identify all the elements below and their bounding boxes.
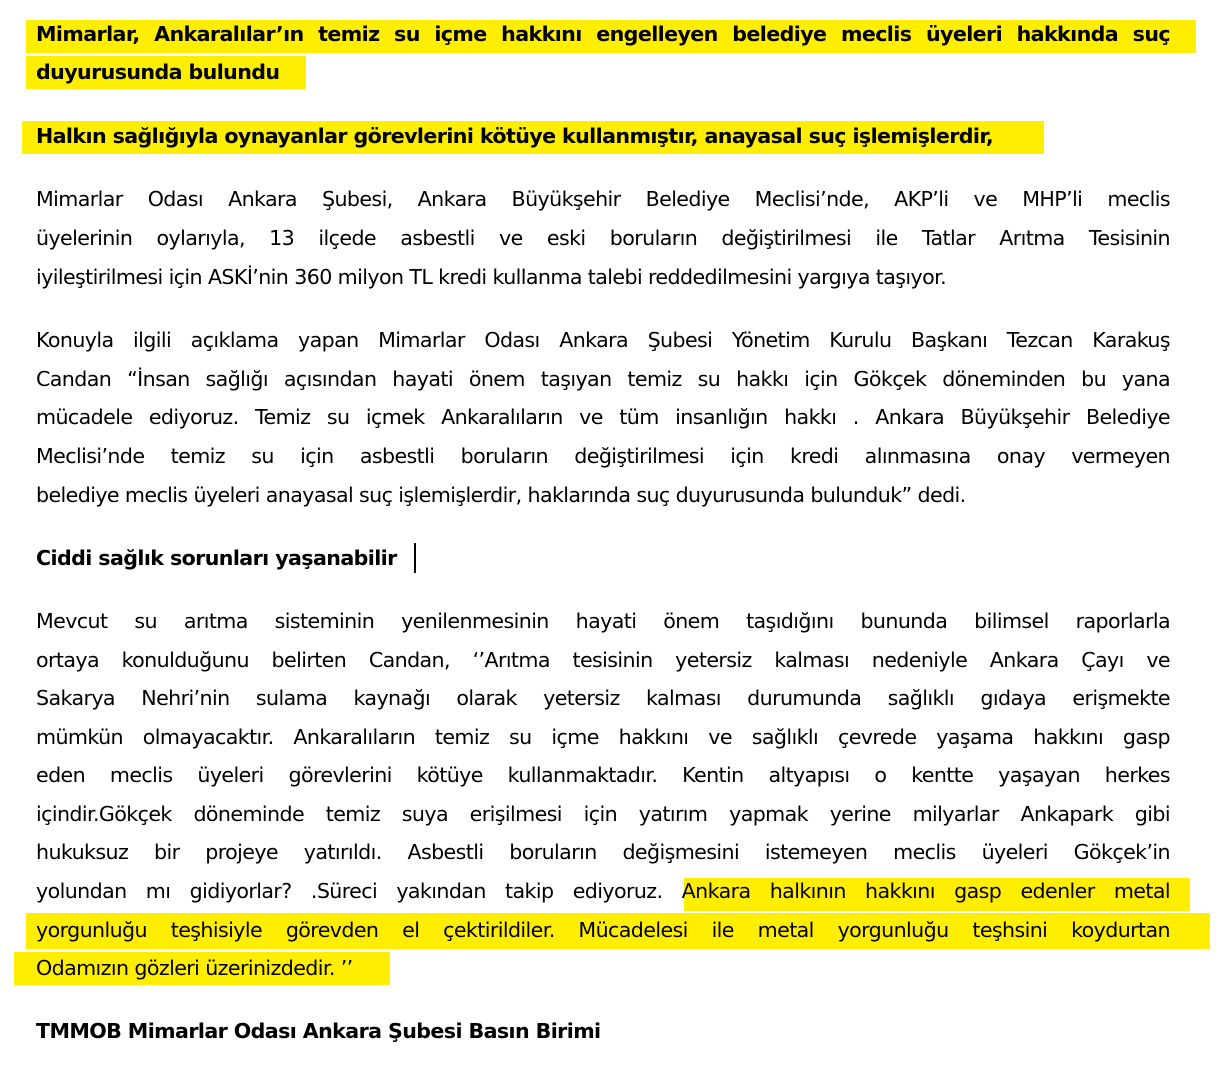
paragraph1-line-2: üyelerinin oylarıyla, 13 ilçede asbestli ve eski boruların değiştirilmesi ile Tatlar Arıtma Tesisinin [36, 226, 1170, 250]
paragraph1-line-1: Mimarlar Odası Ankara Şubesi, Ankara Büyükşehir Belediye Meclisi’nde, AKP’li ve MHP’li meclis [36, 187, 1170, 211]
paragraph2-line-5: belediye meclis üyeleri anayasal suç işlemişlerdir, haklarında suç duyurusunda bulunduk” dedi. [36, 483, 966, 507]
paragraph2-line-3: mücadele ediyoruz. Temiz su içmek Ankaralıların ve tüm insanlığın hakkı . Ankara Büyükşehir Belediye [36, 405, 1170, 429]
paragraph2-line-4: Meclisi’nde temiz su için asbestli boruların değiştirilmesi için kredi alınmasına onay vermeyen [36, 444, 1170, 468]
paragraph3-line-1: Mevcut su arıtma sisteminin yenilenmesinin hayati önem taşıdığını bununda bilimsel raporlarla [36, 609, 1170, 633]
signature: TMMOB Mimarlar Odası Ankara Şubesi Basın Birimi [36, 1019, 601, 1043]
paragraph2-line-2: Candan “İnsan sağlığı açısından hayati önem taşıyan temiz su hakkı için Gökçek döneminden bu yana [36, 367, 1170, 391]
text-cursor [414, 543, 416, 573]
paragraph1-line-3: iyileştirilmesi için ASKİ’nin 360 milyon TL kredi kullanma talebi reddedilmesini yargıya taşıyor. [36, 265, 947, 289]
paragraph3-line-8: yolundan mı gidiyorlar? .Süreci yakından takip ediyoruz. Ankara halkının hakkını gasp edenler metal [36, 879, 1170, 903]
headline-line-2: duyurusunda bulundu [36, 60, 280, 84]
paragraph3-line-7: hukuksuz bir projeye yatırıldı. Asbestli boruların değişmesini istemeyen meclis üyeleri Gökçek’in [36, 840, 1170, 864]
paragraph3-line-6: içindir.Gökçek döneminde temiz suya erişilmesi için yatırım yapmak yerine milyarlar Ankapark gibi [36, 802, 1170, 826]
paragraph3-line-3: Sakarya Nehri’nin sulama kaynağı olarak yetersiz kalması durumunda sağlıklı gıdaya erişmekte [36, 686, 1170, 710]
headline-line-1: Mimarlar, Ankaralılar’ın temiz su içme hakkını engelleyen belediye meclis üyeleri hakkında suç [36, 22, 1170, 46]
paragraph3-line-5: eden meclis üyeleri görevlerini kötüye kullanmaktadır. Kentin altyapısı o kentte yaşayan herkes [36, 763, 1170, 787]
paragraph3-line-10: Odamızın gözleri üzerinizdedir. ’’ [36, 956, 353, 980]
paragraph3-line-2: ortaya konulduğunu belirten Candan, ‘’Arıtma tesisinin yetersiz kalması nedeniyle Ankara Çayı ve [36, 648, 1170, 672]
paragraph3-line-4: mümkün olmayacaktır. Ankaralıların temiz su içme hakkını ve sağlıklı çevrede yaşama hakkını gasp [36, 725, 1170, 749]
paragraph2-line-1: Konuyla ilgili açıklama yapan Mimarlar Odası Ankara Şubesi Yönetim Kurulu Başkanı Tezcan Karakuş [36, 328, 1170, 352]
subheadline: Halkın sağlığıyla oynayanlar görevlerini kötüye kullanmıştır, anayasal suç işlemişlerdir, [36, 124, 994, 148]
paragraph3-line-9: yorgunluğu teşhisiyle görevden el çektirildiler. Mücadelesi ile metal yorgunluğu teşhsini koydurtan [36, 918, 1170, 942]
section-heading: Ciddi sağlık sorunları yaşanabilir [36, 546, 397, 570]
